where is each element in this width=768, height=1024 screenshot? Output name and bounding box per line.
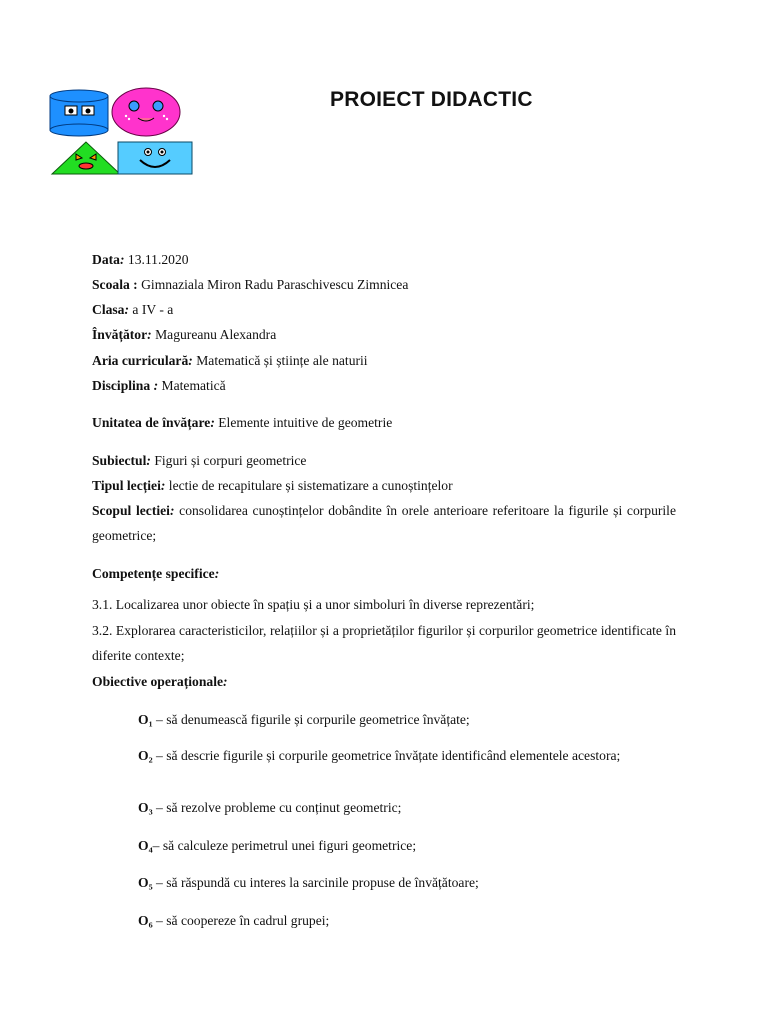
field-learning-unit: Unitatea de învățare: Elemente intuitive de geometrie (92, 415, 393, 430)
field-school: Scoala : Gimnaziala Miron Radu Paraschivescu Zimnicea (92, 277, 409, 292)
objective-item: O₂ – să descrie figurile și corpurile geometrice învățate identificând elementele acestora; (138, 748, 621, 763)
objective-code: O₂ (138, 748, 153, 763)
field-discipline: Disciplina : Matematică (92, 378, 226, 393)
field-value: 13.11.2020 (127, 252, 189, 267)
objective-code: O₁ (138, 712, 153, 727)
objective-item: O₄– să calculeze perimetrul unei figuri geometrice; (138, 838, 417, 853)
field-lesson-purpose: Scopul lectiei: consolidarea cunoștințelor dobândite în orele anterioare referitoare la figurile și corpurile geometrice; (92, 503, 676, 543)
field-date: Data: 13.11.2020 (92, 252, 189, 267)
objectives-heading: Obiective operaționale: (92, 674, 228, 689)
objective-code: O₆ (138, 913, 153, 928)
competence-item: 3.2. Explorarea caracteristicilor, relațiilor și a proprietăților figurilor și corpurilor geometrice identificate în diferite contexte; (92, 623, 676, 663)
field-value: Magureanu Alexandra (155, 327, 277, 342)
field-label: Învățător (92, 327, 148, 342)
field-class: Clasa: a IV - a (92, 302, 174, 317)
field-label: Scopul lectiei (92, 503, 170, 518)
competence-item: 3.1. Localizarea unor obiecte în spațiu și a unor simboluri în diverse reprezentări; (92, 597, 535, 612)
field-value: consolidarea cunoștințelor dobândite în orele anterioare referitoare la figurile și corpurile geometrice; (92, 503, 676, 543)
field-value: a IV - a (132, 302, 174, 317)
competences-heading: Competențe specifice: (92, 566, 220, 581)
field-curricular-area: Aria curriculară: Matematică și științe ale naturii (92, 353, 368, 368)
field-label: Unitatea de învățare (92, 415, 211, 430)
field-label: Clasa (92, 302, 125, 317)
field-value: Matematică (161, 378, 226, 393)
field-label: Subiectul (92, 453, 147, 468)
objective-item: O₃ – să rezolve probleme cu conținut geometric; (138, 800, 402, 815)
field-value: Elemente intuitive de geometrie (218, 415, 393, 430)
objective-item: O₆ – să coopereze în cadrul grupei; (138, 913, 330, 928)
field-lesson-type: Tipul lecției: lectie de recapitulare și sistematizare a cunoștințelor (92, 478, 453, 493)
page-title: PROIECT DIDACTIC (330, 88, 533, 111)
field-value: Matematică și științe ale naturii (196, 353, 368, 368)
field-label: Tipul lecției (92, 478, 161, 493)
objective-code: O₅ (138, 875, 153, 890)
field-value: Figuri și corpuri geometrice (154, 453, 307, 468)
field-label: Aria curriculară (92, 353, 189, 368)
field-value: Gimnaziala Miron Radu Paraschivescu Zimnicea (141, 277, 409, 292)
field-label: Disciplina (92, 378, 151, 393)
objective-item: O₁ – să denumească figurile și corpurile geometrice învățate; (138, 712, 470, 727)
field-label: Data (92, 252, 120, 267)
field-value: lectie de recapitulare și sistematizare a cunoștințelor (168, 478, 453, 493)
geometric-shapes-faces-icon (40, 84, 206, 214)
field-subject: Subiectul: Figuri și corpuri geometrice (92, 453, 307, 468)
field-label: Scoala (92, 277, 130, 292)
objective-item: O₅ – să răspundă cu interes la sarcinile propuse de învățătoare; (138, 875, 479, 890)
objective-code: O₄ (138, 838, 153, 853)
field-teacher: Învățător: Magureanu Alexandra (92, 327, 277, 342)
objective-code: O₃ (138, 800, 153, 815)
